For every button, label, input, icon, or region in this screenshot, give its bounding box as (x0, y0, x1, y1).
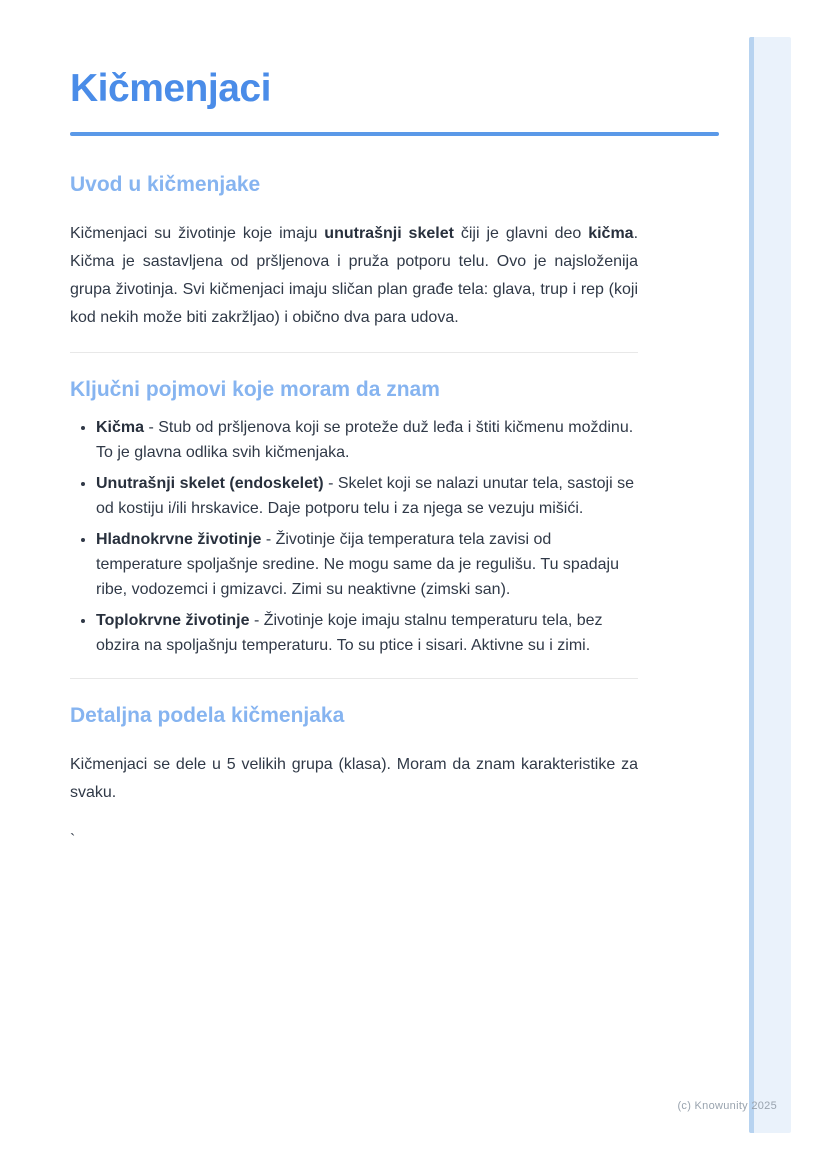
term-description: - Životinje koje imaju stalnu temperaturu tela, bez obzira na spoljašnju temperaturu. To su ptice i sisari. Aktivne su i zimi. (96, 612, 603, 654)
page-title: Kičmenjaci (70, 67, 271, 110)
section-classification (70, 703, 638, 851)
list-item (96, 527, 638, 602)
section-key-terms (70, 377, 638, 658)
term-label: Toplokrvne životinje (96, 612, 250, 629)
section-divider (70, 678, 638, 679)
bold-term: unutrašnji skelet (324, 225, 454, 242)
list-item (96, 415, 638, 465)
intro-text-segment: . Kičma je sastavljena od pršljenova i pruža potporu telu. Ovo je najsloženija grupa životinja. Svi kičmenjaci imaju sličan plan građe tela: glava, trup i rep (koji kod nekih može biti zakržljao) i obično dva para udova. (70, 225, 639, 326)
classification-paragraph: Kičmenjaci se dele u 5 velikih grupa (klasa). Moram da znam karakteristike za svaku. (70, 756, 638, 801)
term-label: Hladnokrvne životinje (96, 531, 262, 548)
section-heading-key-terms: Ključni pojmovi koje moram da znam (70, 378, 440, 401)
intro-text-segment: Kičmenjaci su životinje koje imaju (70, 225, 325, 242)
bold-term: kičma (588, 225, 634, 242)
term-label: Unutrašnji skelet (endoskelet) (96, 475, 324, 492)
term-description: - Skelet koji se nalazi unutar tela, sastoji se od kostiju i/ili hrskavice. Daje potporu telu i za njega se vezuju mišići. (96, 475, 634, 517)
intro-paragraph (70, 220, 638, 332)
intro-text-segment: čiji je glavni deo (453, 225, 589, 242)
footer-copyright: (c) Knowunity 2025 (677, 1100, 777, 1112)
section-divider (70, 352, 638, 353)
section-heading-classification: Detaljna podela kičmenjaka (70, 704, 345, 727)
title-underline-rule (70, 132, 719, 136)
stray-backtick: ` (70, 832, 76, 849)
document-content (70, 0, 638, 851)
section-intro (70, 172, 638, 332)
list-item (96, 608, 638, 658)
section-heading-intro: Uvod u kičmenjake (70, 173, 261, 196)
term-description: - Stub od pršljenova koji se proteže duž leđa i štiti kičmenu moždinu. To je glavna odlika svih kičmenjaka. (96, 419, 634, 461)
term-label: Kičma (96, 419, 145, 436)
list-item (96, 471, 638, 521)
page-edge-strip (749, 37, 791, 1133)
key-terms-list (70, 415, 638, 658)
term-description: - Životinje čija temperatura tela zavisi od temperature spoljašnje sredine. Ne mogu same da je regulišu. Tu spadaju ribe, vodozemci i gmizavci. Zimi su neaktivne (zimski san). (96, 531, 619, 598)
